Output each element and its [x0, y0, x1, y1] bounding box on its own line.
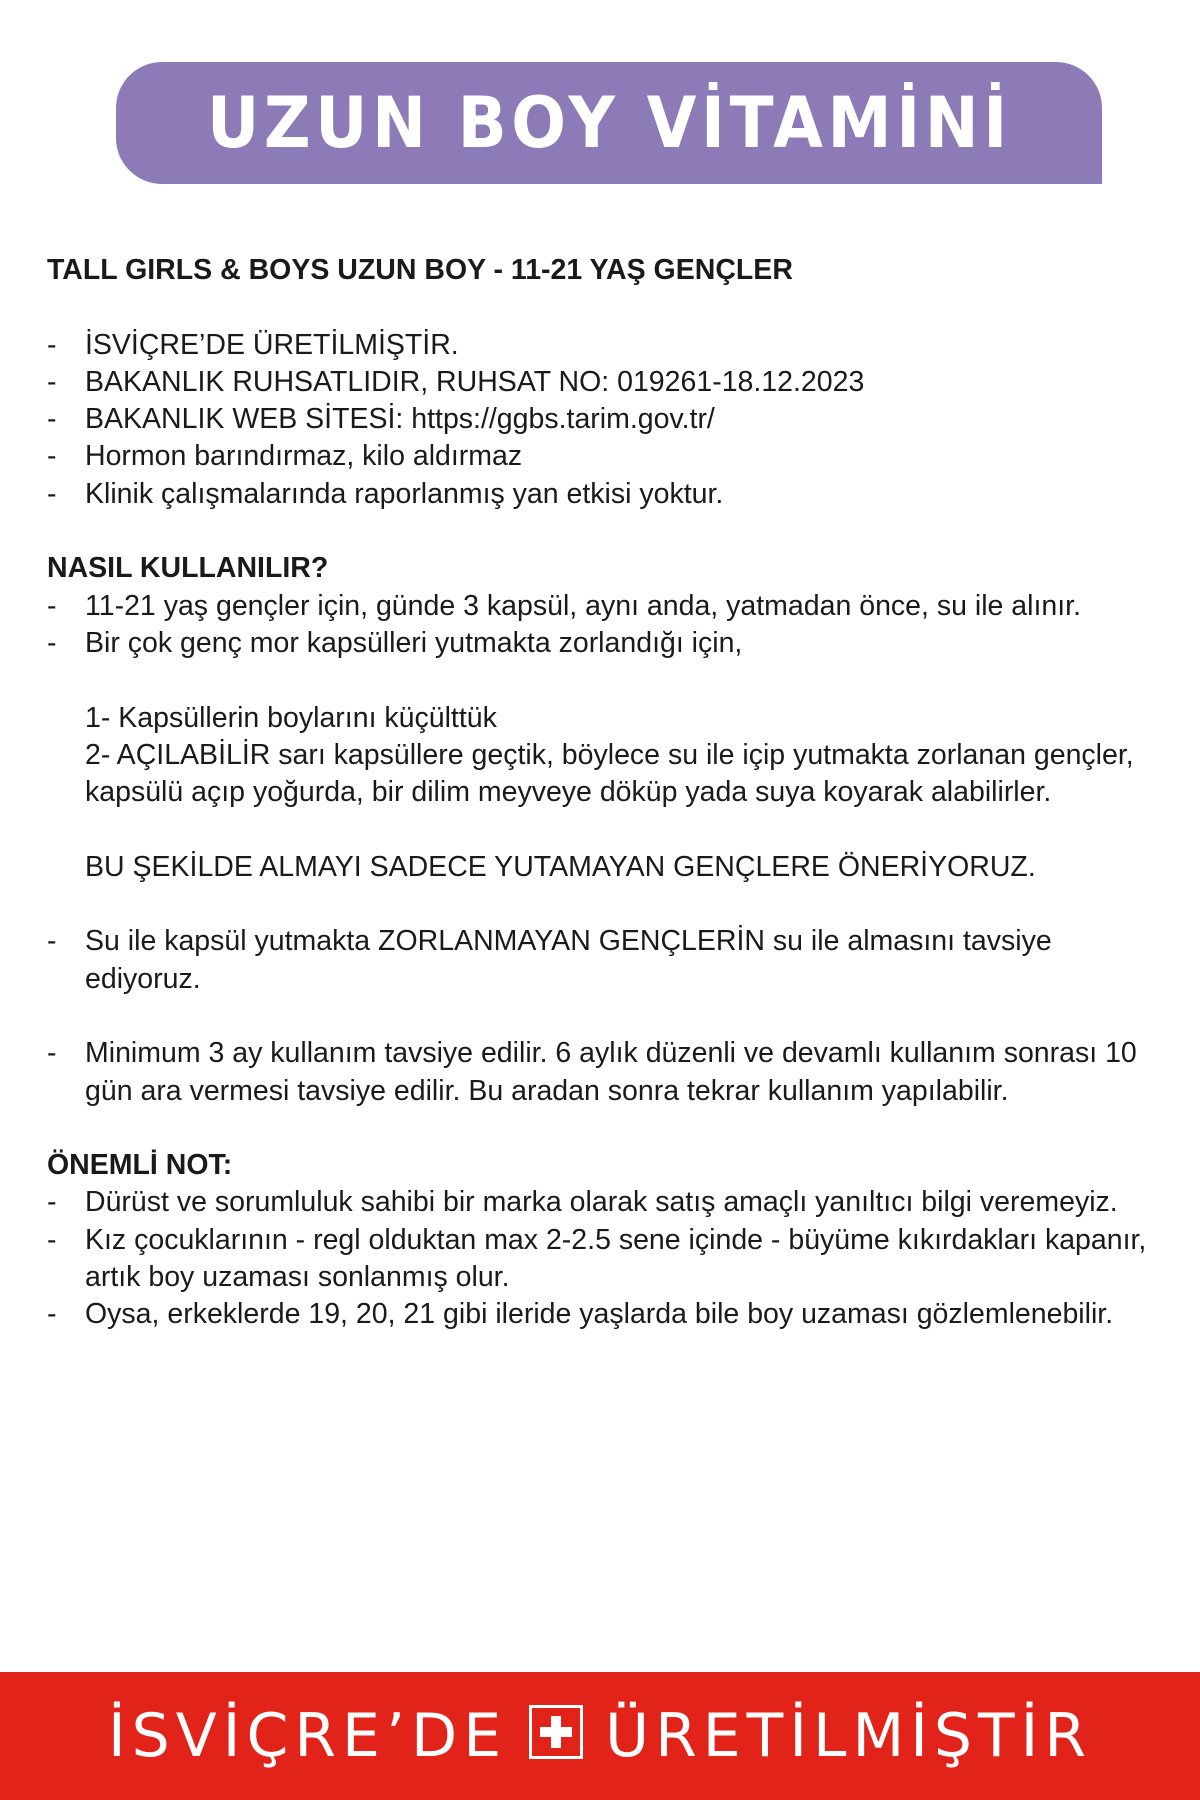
usage-step-1: 1- Kapsüllerin boylarını küçülttük	[85, 701, 497, 734]
feature-text: Klinik çalışmalarında raporlanmış yan etkisi yoktur.	[85, 477, 724, 510]
note-text: Oysa, erkeklerde 19, 20, 21 gibi ileride yaşlarda bile boy uzaması gözlemlenebilir.	[85, 1298, 1114, 1331]
note-text: Dürüst ve sorumluluk sahibi bir marka olarak satış amaçlı yanıltıcı bilgi veremeyiz.	[85, 1186, 1118, 1219]
dash-marker: -	[47, 1186, 57, 1219]
usage-dosage-text: 11-21 yaş gençler için, günde 3 kapsül, aynı anda, yatmadan önce, su ile alınır.	[85, 589, 1082, 622]
list-item	[47, 1296, 1157, 1333]
feature-text: İSVİÇRE’DE ÜRETİLMİŞTİR.	[85, 328, 459, 361]
dash-marker: -	[47, 328, 57, 361]
list-item	[47, 1184, 1157, 1221]
dash-marker: -	[47, 365, 57, 398]
list-item	[47, 476, 1157, 513]
dash-marker: -	[47, 626, 57, 659]
usage-duration-text: Minimum 3 ay kullanım tavsiye edilir. 6 aylık düzenli ve devamlı kullanım sonrası 10 gün ara vermesi tavsiye edilir. Bu aradan sonra tekrar kullanım yapılabilir.	[85, 1037, 1137, 1107]
usage-water-text: Su ile kapsül yutmakta ZORLANMAYAN GENÇLERİN su ile almasını tavsiye ediyoruz.	[85, 925, 1052, 995]
list-item	[47, 1035, 1157, 1110]
list-item	[47, 625, 1157, 662]
usage-difficulty-text: Bir çok genç mor kapsülleri yutmakta zorlandığı için,	[85, 626, 743, 659]
list-item	[47, 364, 1157, 401]
note-text: Kız çocuklarının - regl olduktan max 2-2.5 sene içinde - büyüme kıkırdakları kapanır, artık boy uzaması sonlanmış olur.	[85, 1223, 1147, 1294]
feature-text: BAKANLIK RUHSATLIDIR, RUHSAT NO: 019261-18.12.2023	[85, 365, 865, 398]
list-item	[47, 588, 1157, 625]
dash-marker: -	[47, 1298, 57, 1331]
dash-marker: -	[47, 1223, 57, 1256]
dash-marker: -	[47, 925, 57, 958]
feature-text: Hormon barındırmaz, kilo aldırmaz	[85, 440, 523, 473]
list-item	[47, 438, 1157, 475]
dash-marker: -	[47, 589, 57, 622]
dash-marker: -	[47, 1037, 57, 1070]
dash-marker: -	[47, 440, 57, 473]
list-item	[47, 1222, 1157, 1297]
page-title: UZUN BOY VİTAMİNİ	[206, 82, 1012, 164]
main-content	[47, 252, 1157, 1334]
usage-heading: NASIL KULLANILIR?	[47, 552, 329, 585]
note-heading: ÖNEMLİ NOT:	[47, 1149, 233, 1182]
title-banner	[116, 62, 1102, 184]
feature-list	[47, 327, 1157, 513]
dash-marker: -	[47, 477, 57, 510]
usage-step-2: 2- AÇILABİLİR sarı kapsüllere geçtik, böylece su ile içip yutmakta zorlanan gençler, kapsülü açıp yoğurda, bir dilim meyveye döküp yada suya koyarak alabilirler.	[85, 738, 1134, 809]
dash-marker: -	[47, 403, 57, 436]
feature-text: BAKANLIK WEB SİTESİ: https://ggbs.tarim.gov.tr/	[85, 403, 715, 436]
footer-made-text: ÜRETİLMİŞTİR	[605, 1701, 1093, 1771]
list-item	[47, 401, 1157, 438]
footer-banner	[0, 1672, 1200, 1800]
footer-origin-text: İSVİÇRE’DE	[107, 1701, 508, 1771]
swiss-cross-icon	[529, 1705, 583, 1759]
list-item	[47, 327, 1157, 364]
usage-recommendation: BU ŞEKİLDE ALMAYI SADECE YUTAMAYAN GENÇLERE ÖNERİYORUZ.	[85, 850, 1036, 883]
product-heading: TALL GIRLS & BOYS UZUN BOY - 11-21 YAŞ GENÇLER	[47, 254, 793, 286]
list-item	[47, 923, 1157, 998]
